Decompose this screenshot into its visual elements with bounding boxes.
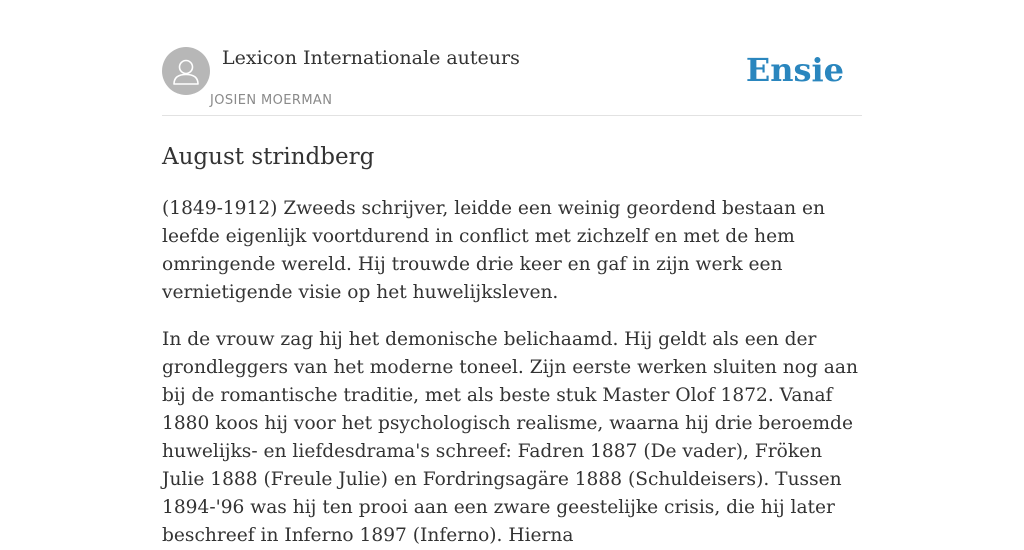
article-paragraph-1: (1849-1912) Zweeds schrijver, leidde een weinig geordend bestaan en leefde eigenlijk voortdurend in conflict met zichzelf en met de hem omringende wereld. Hij trouwde drie keer en gaf in zijn werk een vernietigende visie op het huwelijksleven. <box>162 198 825 303</box>
author-avatar[interactable] <box>162 47 210 95</box>
book-title-link[interactable]: Lexicon Internationale auteurs <box>222 47 520 69</box>
user-icon <box>162 47 210 95</box>
article-paragraph-2: In de vrouw zag hij het demonische belichaamd. Hij geldt als een der grondleggers van het moderne toneel. Zijn eerste werken sluiten nog aan bij de romantische traditie, met als beste stuk Master Olof 1872. Vanaf 1880 koos hij voor het psychologisch realisme, waarna hij drie beroemde huwelijks- en liefdesdrama's schreef: Fadren 1887 (De vader), Fröken Julie 1888 (Freule Julie) en Fordringsagäre 1888 (Schuldeisers). Tussen 1894-'96 was hij ten prooi aan een zware geestelijke crisis, die hij later beschreef in Inferno 1897 (Inferno). Hierna <box>162 329 858 546</box>
article-title: August strindberg <box>162 144 375 170</box>
header <box>162 0 862 116</box>
author-name-link[interactable]: JOSIEN MOERMAN <box>210 93 333 108</box>
ensie-logo-link[interactable]: Ensie <box>745 51 844 89</box>
page-container <box>162 0 862 550</box>
